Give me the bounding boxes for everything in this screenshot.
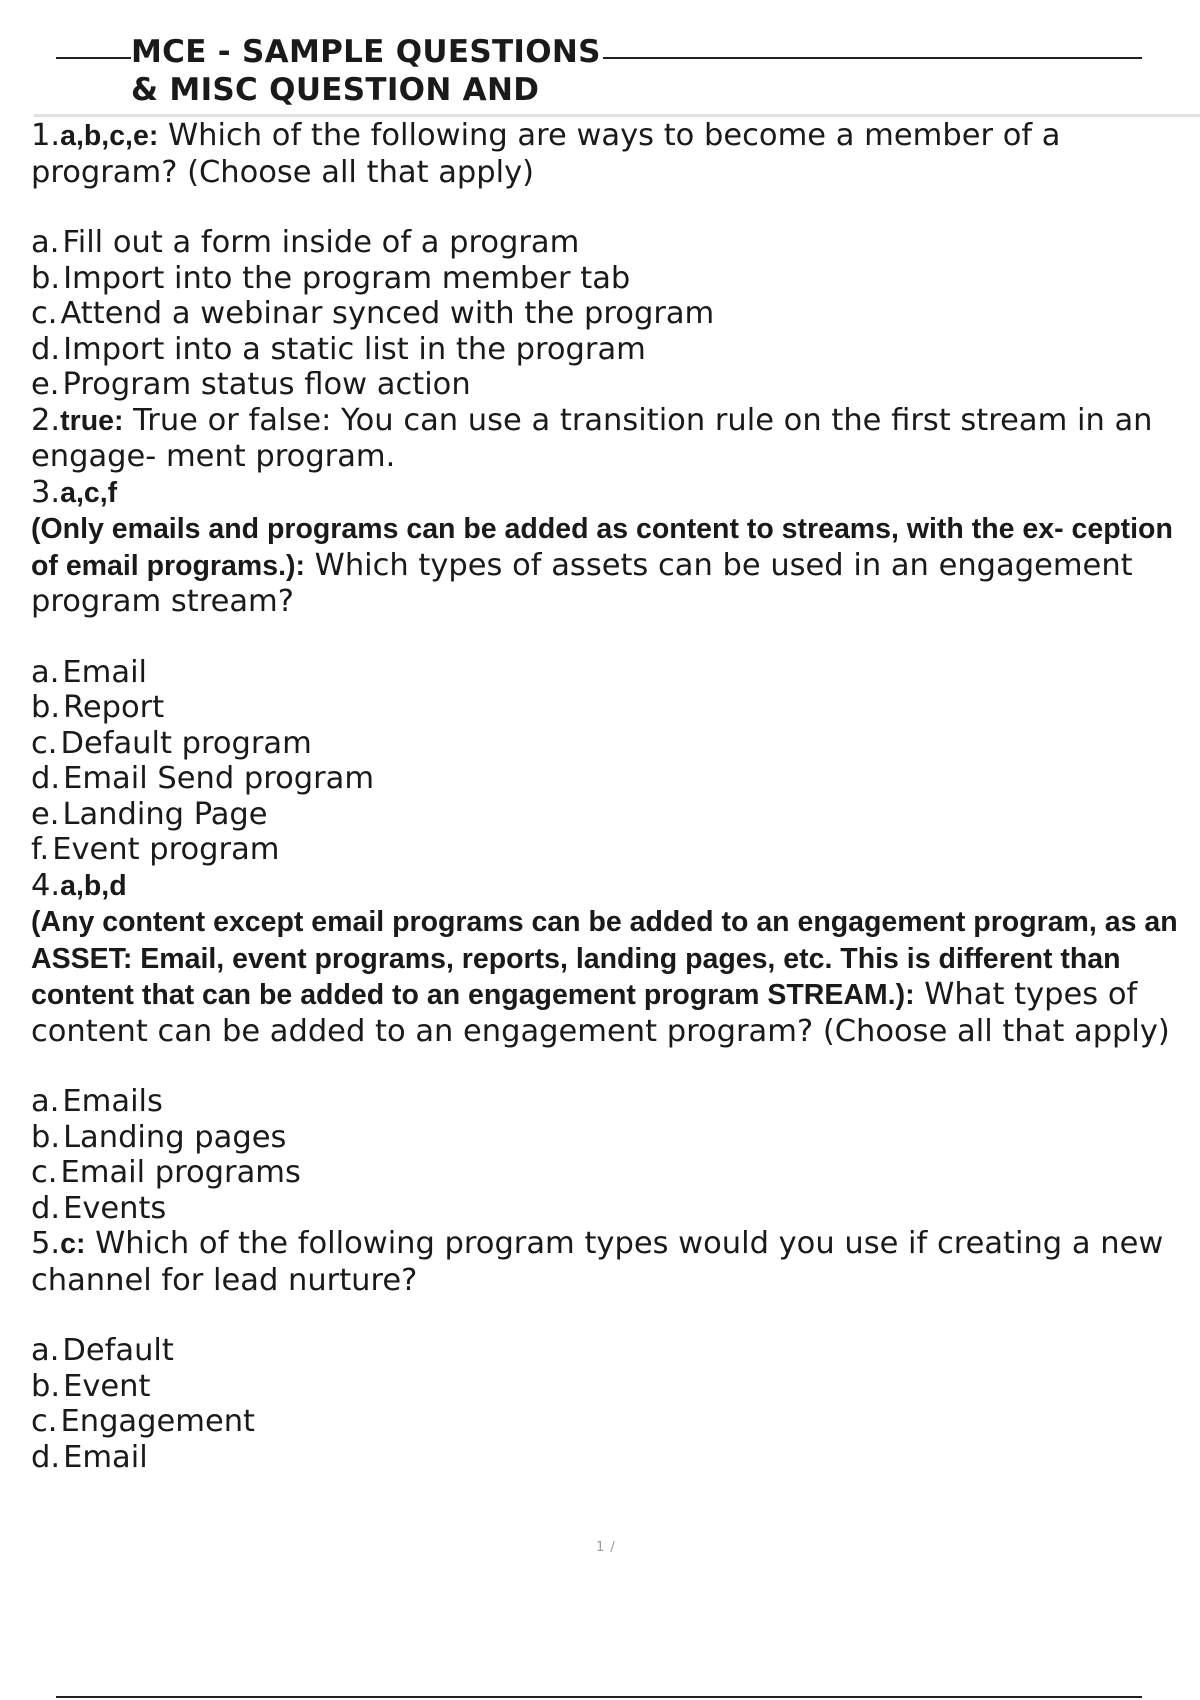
question-4	[31, 868, 1191, 905]
answer-key: a,c,f	[60, 476, 118, 509]
option-item	[31, 1440, 1191, 1476]
question-3	[31, 475, 1191, 512]
answer-key: a,b,c,e:	[60, 120, 159, 152]
option-item	[31, 1191, 1191, 1227]
document-header	[0, 0, 1200, 120]
option-label: a.	[31, 1084, 60, 1119]
question-number: 4.	[31, 867, 61, 903]
option-label: d.	[31, 331, 61, 367]
option-text: Default program	[60, 725, 312, 761]
header-divider	[34, 114, 1200, 117]
option-item	[31, 690, 1191, 726]
question-list	[31, 118, 1191, 1475]
option-label: c.	[31, 1404, 58, 1439]
option-label: a.	[31, 225, 60, 260]
option-text: Import into a static list in the program	[63, 331, 646, 367]
option-label: b.	[31, 1368, 61, 1404]
answer-key: a,b,d	[60, 869, 127, 902]
option-item	[31, 332, 1191, 368]
option-label: f.	[31, 832, 50, 867]
option-label: c.	[31, 1155, 58, 1190]
option-label: d.	[31, 1190, 61, 1226]
question-text: Which of the following are ways to become a member of a program? (Choose all that apply)	[31, 118, 1061, 190]
question-2	[31, 403, 1191, 475]
option-item	[31, 1404, 1191, 1440]
question-5	[31, 1226, 1191, 1298]
option-item	[31, 296, 1191, 332]
option-text: Report	[63, 690, 165, 725]
option-item	[31, 726, 1191, 762]
option-item	[31, 1369, 1191, 1405]
option-text: Email	[62, 654, 148, 690]
option-text: Events	[63, 1190, 167, 1226]
option-text: Email Send program	[63, 761, 375, 796]
question-text: Which types of assets can be used in an engagement program stream?	[31, 547, 1133, 619]
option-text: Emails	[62, 1084, 163, 1119]
answer-explanation: (Only emails and programs can be added as content to streams, with the ex- ception of email programs.):	[31, 513, 1173, 582]
option-label: e.	[31, 367, 60, 402]
option-text: Attend a webinar synced with the program	[60, 296, 715, 331]
option-item	[31, 1084, 1191, 1120]
option-item	[31, 761, 1191, 797]
option-item	[31, 832, 1191, 868]
question-text: What types of content can be added to an engagement program? (Choose all that apply)	[31, 977, 1170, 1049]
option-label: c.	[31, 725, 58, 761]
option-label: e.	[31, 796, 60, 832]
question-text: Which of the following program types would you use if creating a new channel for lead nurture?	[31, 1226, 1164, 1298]
option-item	[31, 367, 1191, 403]
option-label: c.	[31, 296, 58, 331]
question-4-body	[31, 904, 1191, 1049]
option-text: Import into the program member tab	[63, 260, 631, 296]
option-item	[31, 261, 1191, 297]
question-number: 1.	[31, 118, 61, 153]
question-number: 3.	[31, 474, 61, 510]
option-label: d.	[31, 1439, 61, 1475]
option-text: Landing Page	[62, 796, 268, 832]
option-text: Event program	[52, 832, 280, 867]
option-label: a.	[31, 654, 60, 690]
option-text: Fill out a form inside of a program	[62, 225, 580, 260]
answer-explanation: (Any content except email programs can be added to an engagement program, as an ASSET: Email, event programs, reports, landing pages, etc. This is different than content that can be added to an engagement program STREAM.):	[31, 906, 1178, 1011]
question-number: 2.	[31, 402, 61, 438]
option-text: Event	[63, 1368, 151, 1404]
option-item	[31, 1333, 1191, 1369]
question-3-body	[31, 511, 1191, 620]
answer-key: c:	[60, 1228, 86, 1260]
option-label: d.	[31, 761, 61, 796]
option-item	[31, 1120, 1191, 1156]
option-text: Email	[63, 1439, 148, 1475]
page-number: 1 /	[596, 1540, 616, 1555]
answer-key: true:	[60, 404, 124, 437]
question-1	[31, 118, 1191, 190]
footer-divider	[56, 1696, 1142, 1698]
option-item	[31, 1155, 1191, 1191]
option-item	[31, 225, 1191, 261]
option-text: Default	[62, 1333, 174, 1368]
option-item	[31, 797, 1191, 833]
document-title-line-1: MCE - SAMPLE QUESTIONS	[131, 34, 601, 70]
option-text: Engagement	[60, 1404, 256, 1439]
option-label: a.	[31, 1333, 60, 1368]
document-title-line-2: & MISC QUESTION AND	[131, 72, 540, 108]
option-label: b.	[31, 1119, 61, 1155]
question-text: True or false: You can use a transition rule on the first stream in an engage- ment program.	[31, 402, 1153, 474]
option-text: Email programs	[60, 1155, 301, 1190]
option-label: b.	[31, 690, 61, 725]
option-text: Landing pages	[63, 1119, 287, 1155]
option-label: b.	[31, 260, 61, 296]
option-text: Program status flow action	[62, 367, 471, 402]
question-number: 5.	[31, 1226, 61, 1261]
option-item	[31, 655, 1191, 691]
